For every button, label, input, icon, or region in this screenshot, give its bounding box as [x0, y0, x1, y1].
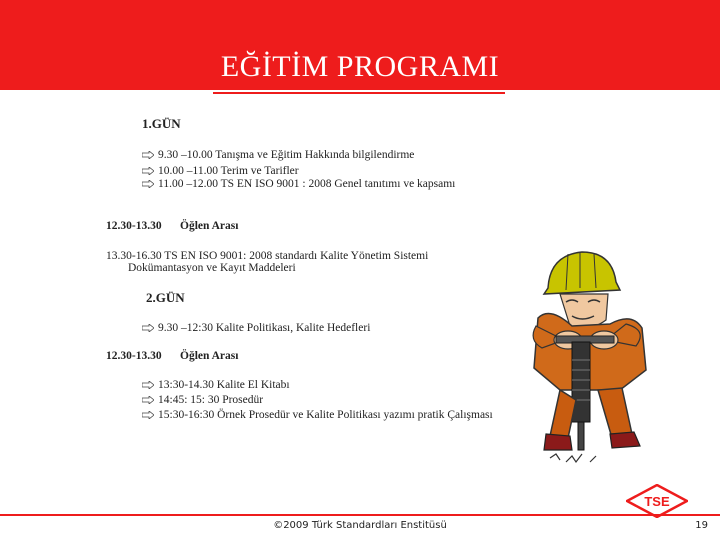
day1-item — [142, 165, 299, 177]
day1-afternoon-line1: 13.30-16.30 TS EN ISO 9001: 2008 standardı Kalite Yönetim Sistemi — [106, 250, 429, 262]
arrow-bullet-icon — [142, 151, 154, 159]
footer-copyright: ©2009 Türk Standardları Enstitüsü — [273, 520, 447, 531]
day2-heading: 2.GÜN — [146, 290, 185, 305]
day2-lunch-label: Öğlen Arası — [180, 350, 239, 362]
day1-lunch-label: Öğlen Arası — [180, 220, 239, 232]
day2-afternoon-text: 15:30-16:30 Örnek Prosedür ve Kalite Politikası yazımı pratik Çalışması — [158, 409, 493, 421]
day1-item — [142, 149, 414, 161]
day1-item-text: 11.00 –12.00 TS EN ISO 9001 : 2008 Genel tanıtımı ve kapsamı — [158, 178, 456, 190]
day2-afternoon-text: 14:45: 15: 30 Prosedür — [158, 394, 264, 406]
day1-item-text: 10.00 –11.00 Terim ve Tarifler — [158, 165, 299, 177]
day2-item-text: 9.30 –12:30 Kalite Politikası, Kalite Hedefleri — [158, 322, 371, 334]
day2-afternoon-item — [142, 379, 290, 391]
worker-jackhammer-illustration — [520, 240, 670, 475]
arrow-bullet-icon — [142, 324, 154, 332]
day1-item — [142, 178, 455, 190]
day1-heading: 1.GÜN — [142, 116, 181, 131]
arrow-bullet-icon — [142, 381, 154, 389]
day2-afternoon-item — [142, 394, 263, 406]
title-underline — [213, 92, 505, 94]
footer-divider — [0, 514, 720, 516]
day2-item — [142, 322, 370, 334]
page-number: 19 — [695, 520, 708, 531]
tse-logo-icon — [626, 484, 688, 518]
day2-afternoon-text: 13:30-14.30 Kalite El Kitabı — [158, 379, 290, 391]
day1-item-text: 9.30 –10.00 Tanışma ve Eğitim Hakkında bilgilendirme — [158, 149, 415, 161]
slide-title: EĞİTİM PROGRAMI — [220, 50, 500, 83]
day2-afternoon-item — [142, 409, 493, 421]
day1-afternoon-line2: Dokümantasyon ve Kayıt Maddeleri — [128, 262, 296, 274]
arrow-bullet-icon — [142, 180, 154, 188]
day1-lunch-time: 12.30-13.30 — [106, 220, 162, 232]
tse-logo-text: TSE — [644, 494, 670, 509]
arrow-bullet-icon — [142, 167, 154, 175]
day2-lunch-time: 12.30-13.30 — [106, 350, 162, 362]
arrow-bullet-icon — [142, 396, 154, 404]
arrow-bullet-icon — [142, 411, 154, 419]
